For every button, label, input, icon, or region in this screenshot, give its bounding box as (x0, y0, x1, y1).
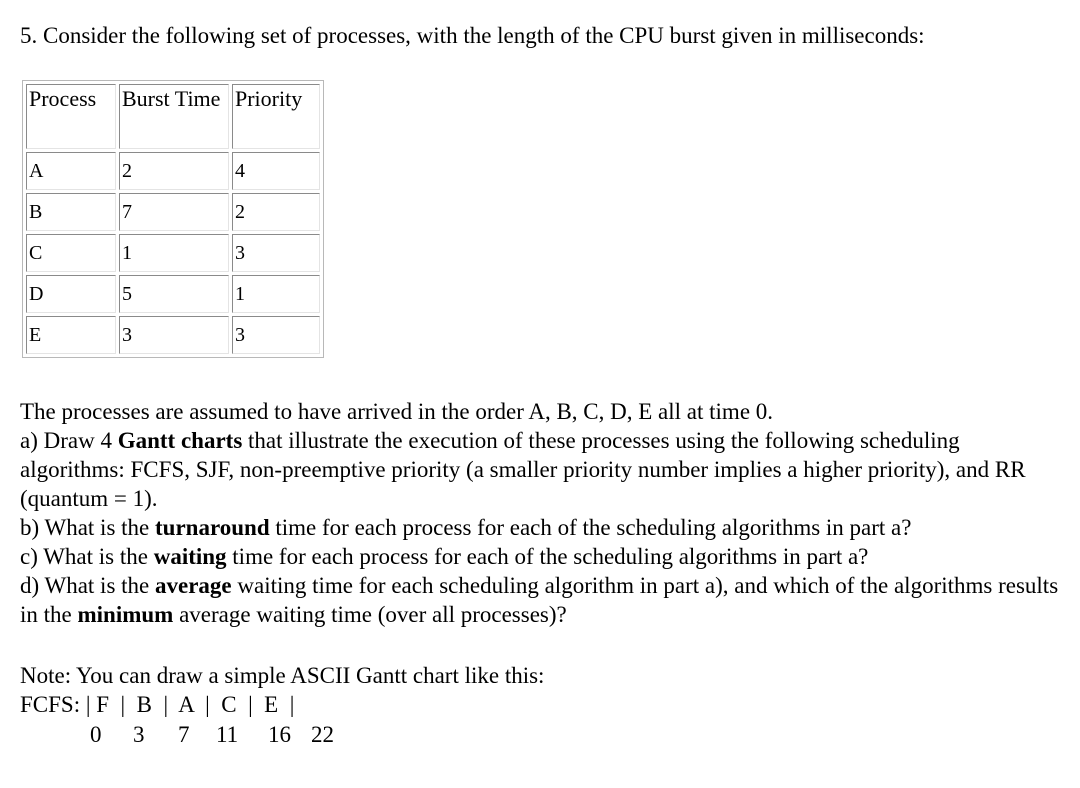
part-d-bold2: minimum (77, 602, 174, 627)
part-a-post: that illustrate the execution of these processes using the following scheduling algorithms: FCFS, SJF, non-preemptive priority (a smaller priority number implies a higher priority), and RR (quantum = 1). (20, 428, 1026, 511)
part-a-pre: a) Draw 4 (20, 428, 118, 453)
part-c-post: time for each process for each of the scheduling algorithms in part a? (226, 544, 869, 569)
gantt-ticks (0, 720, 400, 750)
table-row (26, 234, 320, 272)
table-row (26, 275, 320, 313)
cell-burst: 5 (119, 275, 229, 313)
table-row (26, 152, 320, 190)
table-row (26, 316, 320, 354)
cell-process: B (26, 193, 116, 231)
cell-process: C (26, 234, 116, 272)
cell-burst: 1 (119, 234, 229, 272)
process-table (22, 80, 324, 358)
gantt-tick: 7 (178, 722, 190, 747)
part-b (20, 513, 1060, 542)
cell-process: E (26, 316, 116, 354)
part-a-bold: Gantt charts (117, 428, 243, 453)
question-intro: 5. Consider the following set of processes, with the length of the CPU burst given in milliseconds: (20, 23, 925, 48)
gantt-tick: 16 (268, 722, 291, 747)
cell-burst: 7 (119, 193, 229, 231)
gantt-tick: 0 (90, 722, 102, 747)
cell-burst: 3 (119, 316, 229, 354)
part-b-post: time for each process for each of the scheduling algorithms in part a? (269, 515, 912, 540)
header-process: Process (26, 84, 116, 149)
question-body (20, 397, 1060, 629)
part-a (20, 426, 1060, 513)
cell-priority: 3 (232, 316, 320, 354)
cell-burst: 2 (119, 152, 229, 190)
part-b-pre: b) What is the (20, 515, 155, 540)
gantt-example-line: FCFS: | F | B | A | C | E | (20, 692, 295, 717)
part-c-pre: c) What is the (20, 544, 154, 569)
part-d-bold: average (155, 573, 232, 598)
part-d-pre: d) What is the (20, 573, 155, 598)
cell-priority: 4 (232, 152, 320, 190)
part-d (20, 571, 1060, 629)
gantt-tick: 3 (133, 722, 145, 747)
cell-priority: 2 (232, 193, 320, 231)
part-d-post: average waiting time (over all processes)? (173, 602, 567, 627)
part-d-mid: waiting time for each scheduling algorithm in part a), and which of the algorithms results in the (20, 573, 1059, 627)
table-row (26, 193, 320, 231)
part-c (20, 542, 1060, 571)
gantt-tick: 22 (311, 722, 334, 747)
header-priority: Priority (232, 84, 320, 149)
cell-priority: 3 (232, 234, 320, 272)
arrival-statement: The processes are assumed to have arrived in the order A, B, C, D, E all at time 0. (20, 399, 774, 424)
header-burst-time: Burst Time (119, 84, 229, 149)
table-header-row (26, 84, 320, 149)
gantt-tick: 11 (216, 722, 239, 747)
note-text: Note: You can draw a simple ASCII Gantt chart like this: (20, 663, 545, 688)
part-b-bold: turnaround (155, 515, 270, 540)
cell-process: A (26, 152, 116, 190)
cell-priority: 1 (232, 275, 320, 313)
part-c-bold: waiting (153, 544, 227, 569)
cell-process: D (26, 275, 116, 313)
